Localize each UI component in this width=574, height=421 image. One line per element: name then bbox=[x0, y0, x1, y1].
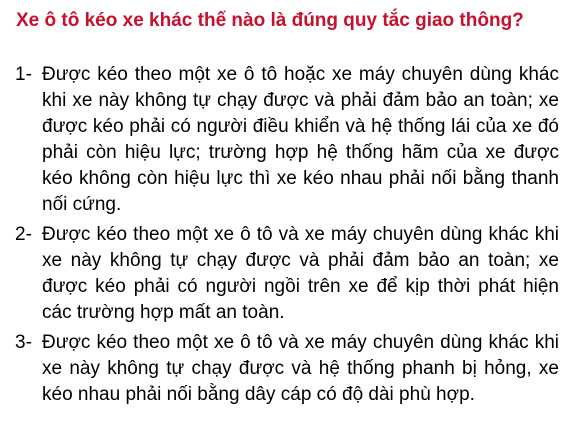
answer-text: Được kéo theo một xe ô tô và xe máy chuyên dùng khác khi xe này không tự chạy được và hệ thống phanh bị hỏng, xe kéo nhau phải nối bằng dây cáp có độ dài phù hợp. bbox=[42, 332, 559, 405]
answer-option-2 bbox=[15, 222, 559, 326]
answer-option-1 bbox=[15, 62, 559, 218]
answer-text: Được kéo theo một xe ô tô hoặc xe máy chuyên dùng khác khi xe này không tự chạy được và phải đảm bảo an toàn; xe được kéo phải có người điều khiển và hệ thống lái của xe đó phải còn hiệu lực; trường hợp hệ thống hãm của xe được kéo không còn hiệu lực thì xe kéo nhau phải nối bằng thanh nối cứng. bbox=[42, 64, 559, 215]
answer-option-3 bbox=[15, 330, 559, 408]
answer-list bbox=[15, 62, 559, 408]
answer-text: Được kéo theo một xe ô tô và xe máy chuyên dùng khác khi xe này không tự chạy được và phải đảm bảo an toàn; xe được kéo phải có người ngồi trên xe để kịp thời phát hiện các trường hợp mất an toàn. bbox=[42, 224, 559, 323]
answer-number: 3- bbox=[15, 332, 32, 353]
answer-number: 2- bbox=[15, 224, 32, 245]
answer-number: 1- bbox=[15, 64, 32, 85]
question-title: Xe ô tô kéo xe khác thế nào là đúng quy tắc giao thông? bbox=[16, 10, 524, 31]
